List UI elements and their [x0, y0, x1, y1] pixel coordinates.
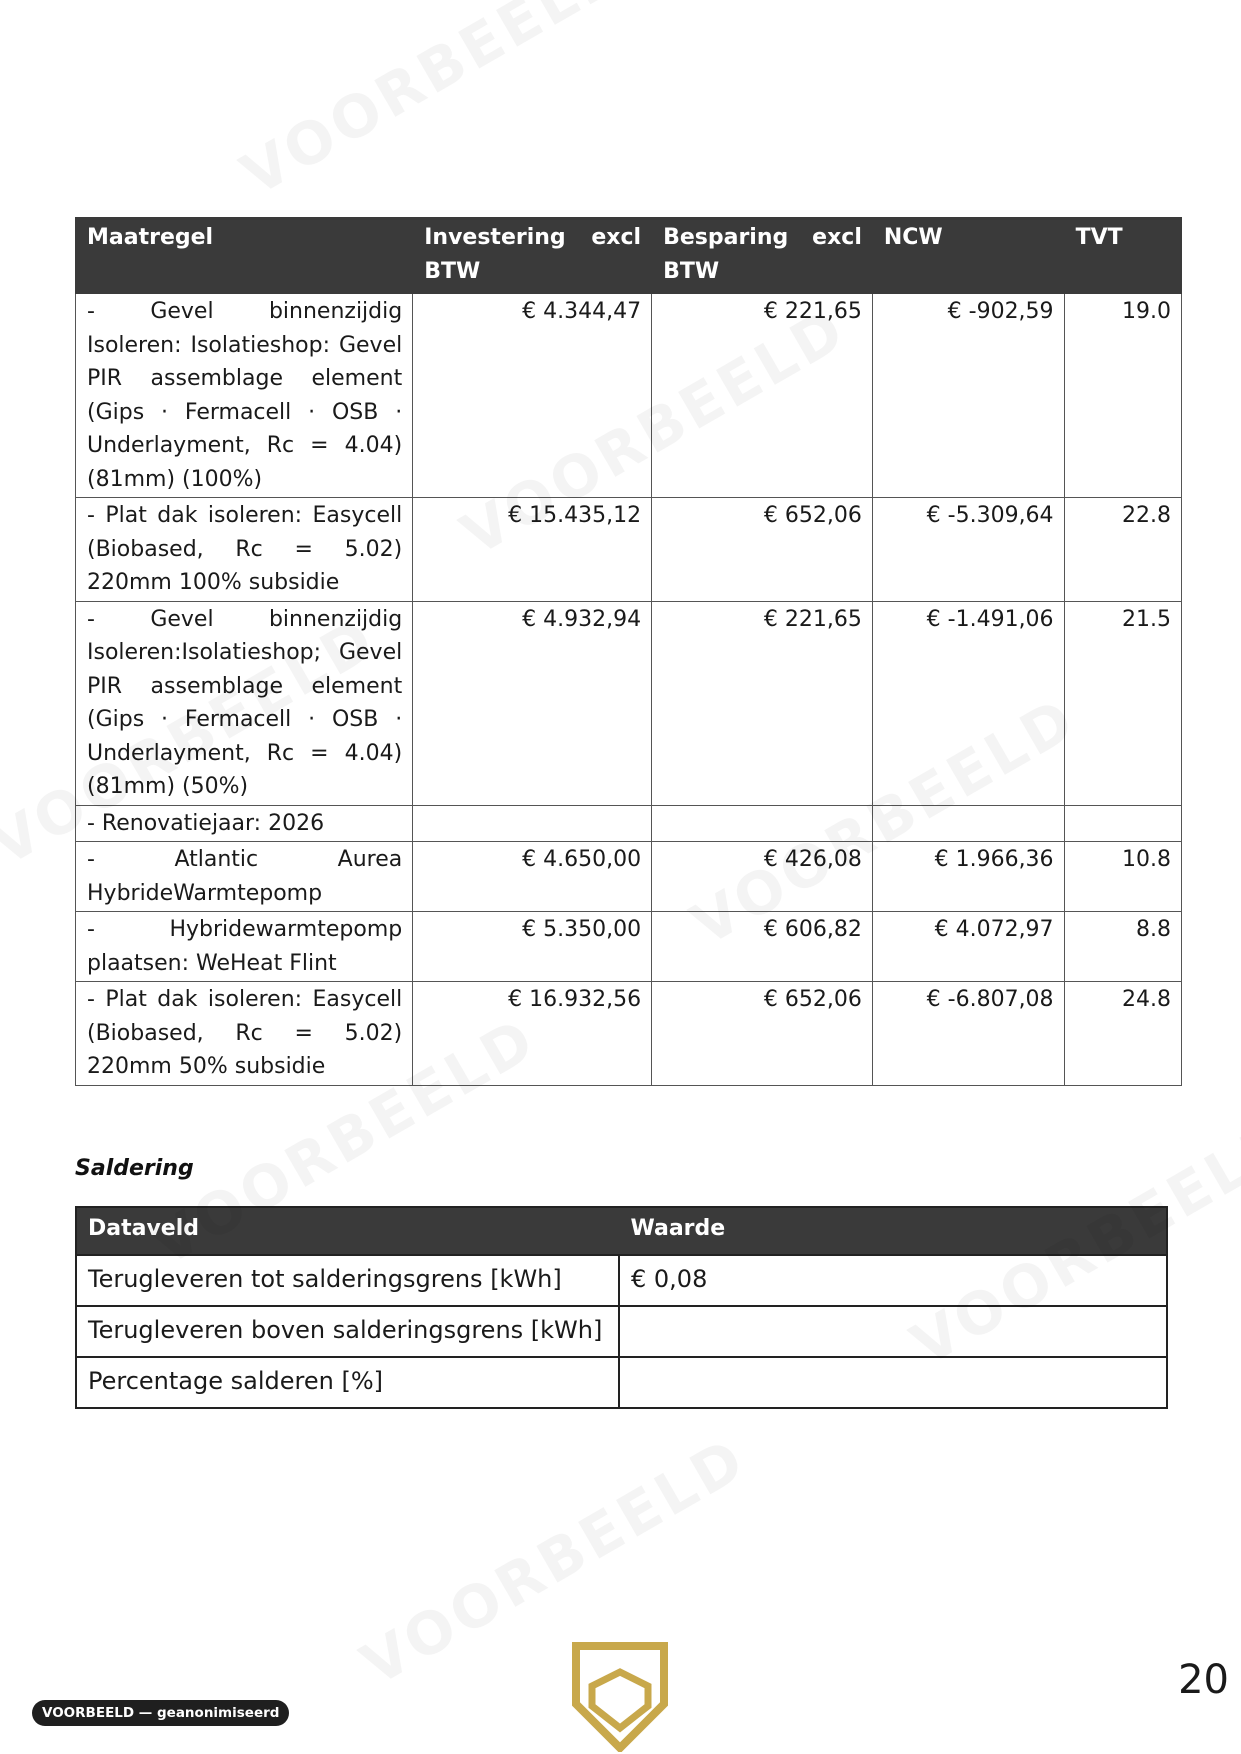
col-header-dataveld: Dataveld: [76, 1207, 619, 1255]
tvt-value: 8.8: [1064, 912, 1181, 982]
saldering-table: [75, 1206, 1168, 1409]
waarde-cell: [619, 1306, 1167, 1357]
tvt-value: 22.8: [1064, 498, 1181, 602]
col-header-investering: Investering excl BTW: [413, 218, 652, 294]
measure-name: - Plat dak isoleren: Easycell (Biobased, Rc = 5.02) 220mm 100% subsidie: [76, 498, 413, 602]
col-header-maatregel: Maatregel: [76, 218, 413, 294]
page-number: 20: [1178, 1657, 1229, 1703]
measure-name: - Gevel binnenzijdig Isoleren: Isolatieshop: Gevel PIR assemblage element (Gips · Fermacell · OSB · Underlayment, Rc = 4.04) (81mm) (100%): [76, 294, 413, 498]
table-row: [76, 982, 1182, 1086]
ncw-value: € 1.966,36: [872, 842, 1064, 912]
anonymized-badge: VOORBEELD — geanonimiseerd: [32, 1700, 289, 1726]
table-row: [76, 1255, 1167, 1306]
col-header-besparing: Besparing excl BTW: [652, 218, 873, 294]
col-header-ncw: NCW: [872, 218, 1064, 294]
investment-value: € 5.350,00: [413, 912, 652, 982]
saldering-header-row: [76, 1207, 1167, 1255]
watermark: [350, 1424, 758, 1699]
ncw-value: € -5.309,64: [872, 498, 1064, 602]
savings-value: € 221,65: [652, 601, 873, 805]
ncw-value: € -902,59: [872, 294, 1064, 498]
ncw-value: € -1.491,06: [872, 601, 1064, 805]
investment-value: [413, 805, 652, 842]
table-row: [76, 294, 1182, 498]
measure-name: - Gevel binnenzijdig Isoleren:Isolatieshop; Gevel PIR assemblage element (Gips · Fermacell · OSB · Underlayment, Rc = 4.04) (81mm) (50%): [76, 601, 413, 805]
savings-value: € 606,82: [652, 912, 873, 982]
table-row: [76, 805, 1182, 842]
tvt-value: 19.0: [1064, 294, 1181, 498]
shield-logo-icon: [572, 1642, 668, 1752]
table-row: [76, 498, 1182, 602]
dataveld-cell: Terugleveren tot salderingsgrens [kWh]: [76, 1255, 619, 1306]
tvt-value: 24.8: [1064, 982, 1181, 1086]
ncw-value: € 4.072,97: [872, 912, 1064, 982]
table-row: [76, 1306, 1167, 1357]
measures-header-row: [76, 218, 1182, 294]
measure-name: - Hybridewarmtepomp plaatsen: WeHeat Flint: [76, 912, 413, 982]
table-row: [76, 601, 1182, 805]
savings-value: [652, 805, 873, 842]
col-header-waarde: Waarde: [619, 1207, 1167, 1255]
dataveld-cell: Terugleveren boven salderingsgrens [kWh]: [76, 1306, 619, 1357]
ncw-value: [872, 805, 1064, 842]
ncw-value: € -6.807,08: [872, 982, 1064, 1086]
col-header-tvt: TVT: [1064, 218, 1181, 294]
investment-value: € 4.650,00: [413, 842, 652, 912]
tvt-value: 21.5: [1064, 601, 1181, 805]
savings-value: € 221,65: [652, 294, 873, 498]
tvt-value: [1064, 805, 1181, 842]
investment-value: € 4.932,94: [413, 601, 652, 805]
investment-value: € 4.344,47: [413, 294, 652, 498]
investment-value: € 15.435,12: [413, 498, 652, 602]
dataveld-cell: Percentage salderen [%]: [76, 1357, 619, 1408]
table-row: [76, 912, 1182, 982]
measure-name: - Plat dak isoleren: Easycell (Biobased, Rc = 5.02) 220mm 50% subsidie: [76, 982, 413, 1086]
measures-table: [75, 217, 1182, 1086]
investment-value: € 16.932,56: [413, 982, 652, 1086]
table-row: [76, 842, 1182, 912]
table-row: [76, 1357, 1167, 1408]
measure-name: - Atlantic Aurea HybrideWarmtepomp: [76, 842, 413, 912]
waarde-cell: € 0,08: [619, 1255, 1167, 1306]
savings-value: € 426,08: [652, 842, 873, 912]
savings-value: € 652,06: [652, 982, 873, 1086]
watermark: [230, 0, 638, 209]
savings-value: € 652,06: [652, 498, 873, 602]
measure-name: - Renovatiejaar: 2026: [76, 805, 413, 842]
waarde-cell: [619, 1357, 1167, 1408]
tvt-value: 10.8: [1064, 842, 1181, 912]
section-title-saldering: Saldering: [75, 1156, 194, 1181]
